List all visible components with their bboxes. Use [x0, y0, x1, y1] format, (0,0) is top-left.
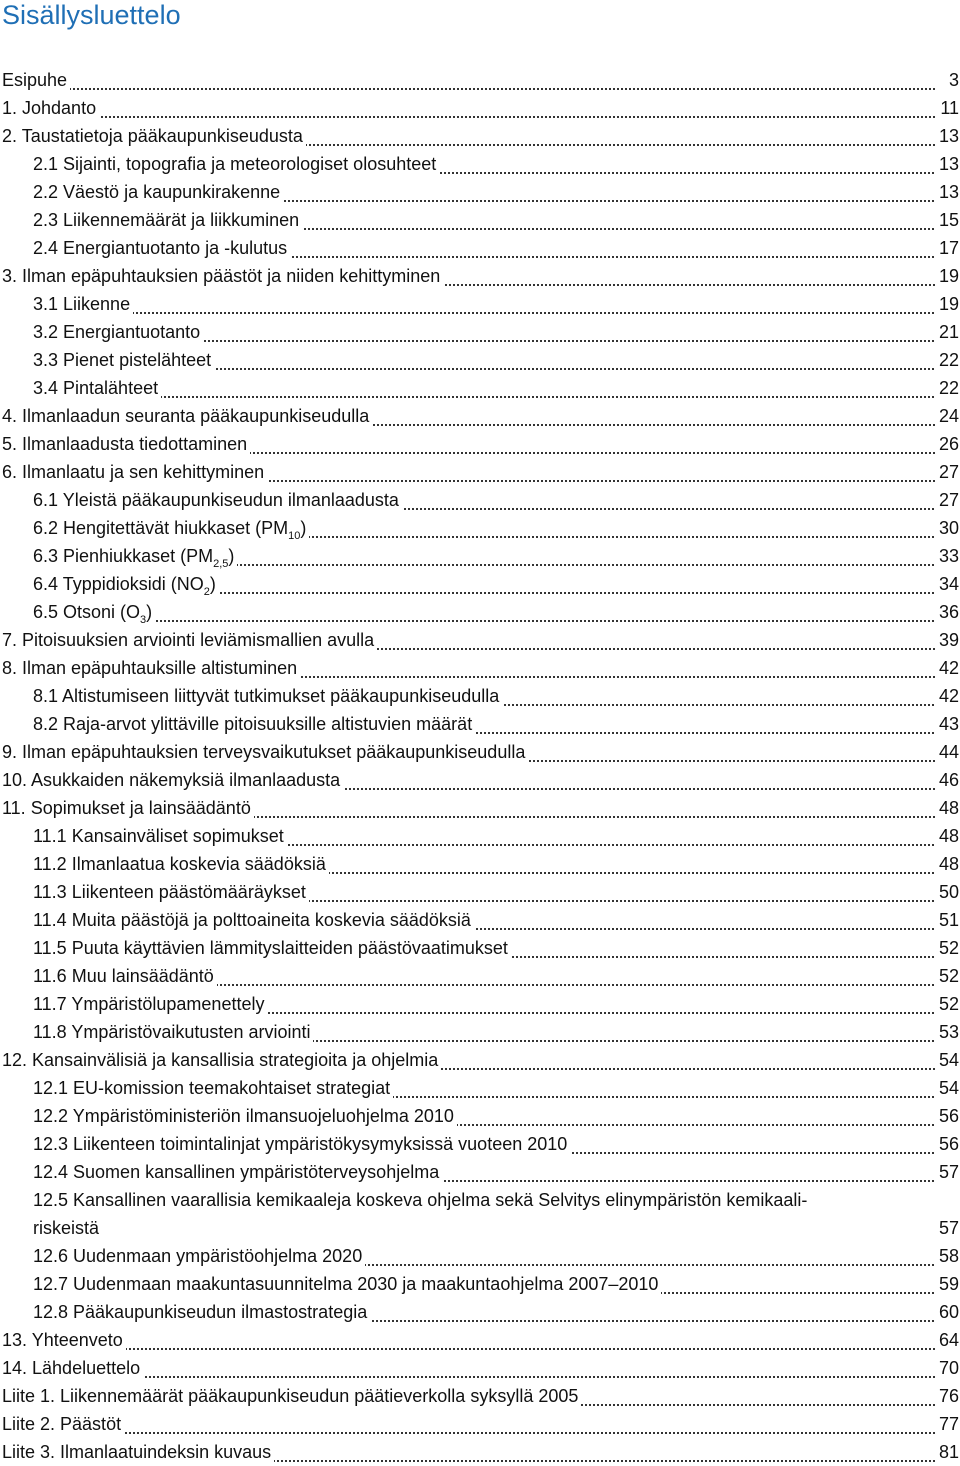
toc-entry-label: 11.8 Ympäristövaikutusten arviointi [33, 1018, 313, 1046]
toc-entry[interactable] [0, 710, 960, 738]
toc-entry-label: 6. Ilmanlaatu ja sen kehittyminen [2, 458, 267, 486]
toc-entry-page: 22 [935, 346, 959, 374]
toc-entry[interactable] [0, 1242, 960, 1270]
toc-entry-page: 52 [935, 962, 959, 990]
subscript: 2,5 [213, 558, 229, 570]
toc-entry[interactable] [0, 598, 960, 626]
toc-entry-page: 3 [935, 66, 959, 94]
toc-entry-label: 3.3 Pienet pistelähteet [33, 346, 214, 374]
toc-entry-label: 1. Johdanto [2, 94, 99, 122]
toc-entry-label: 12.8 Pääkaupunkiseudun ilmastostrategia [33, 1298, 370, 1326]
toc-entry[interactable] [0, 1158, 960, 1186]
toc-entry-page: 64 [935, 1326, 959, 1354]
toc-entry-page: 46 [935, 766, 959, 794]
page-title: Sisällysluettelo [2, 0, 181, 30]
toc-entry-label: 11.1 Kansainväliset sopimukset [33, 822, 287, 850]
toc-entry[interactable] [0, 1354, 960, 1382]
toc-entry[interactable] [0, 766, 960, 794]
toc-entry[interactable] [0, 1438, 960, 1466]
toc-entry-label: 12.4 Suomen kansallinen ympäristöterveysohjelma [33, 1158, 442, 1186]
toc-entry[interactable] [0, 1270, 960, 1298]
toc-entry[interactable] [0, 458, 960, 486]
toc-entry-label: 2.4 Energiantuotanto ja -kulutus [33, 234, 290, 262]
toc-entry-page: 13 [935, 122, 959, 150]
toc-entry-page: 26 [935, 430, 959, 458]
toc-entry-page: 50 [935, 878, 959, 906]
toc-entry[interactable] [0, 962, 960, 990]
toc-entry-page: 56 [935, 1102, 959, 1130]
toc-entry[interactable] [0, 1298, 960, 1326]
toc-entry[interactable] [0, 906, 960, 934]
toc-entry[interactable] [0, 1074, 960, 1102]
toc-entry-page: 27 [935, 486, 959, 514]
toc-entry-label: 2.2 Väestö ja kaupunkirakenne [33, 178, 283, 206]
toc-entry-page: 59 [935, 1270, 959, 1298]
toc-entry[interactable] [0, 430, 960, 458]
toc-entry-page: 76 [935, 1382, 959, 1410]
toc-entry[interactable] [0, 794, 960, 822]
toc-entry[interactable] [0, 626, 960, 654]
toc-entry[interactable] [0, 1130, 960, 1158]
toc-entry-page: 60 [935, 1298, 959, 1326]
toc-entry-page: 15 [935, 206, 959, 234]
toc-entry-page: 57 [935, 1158, 959, 1186]
toc-entry[interactable] [0, 1046, 960, 1074]
toc-entry-label: 13. Yhteenveto [2, 1326, 126, 1354]
subscript: 3 [140, 614, 147, 626]
toc-entry-page: 24 [935, 402, 959, 430]
toc-entry-label: 6.4 Typpidioksidi $(NO_2)$ [33, 570, 219, 601]
toc-entry-label: 11.3 Liikenteen päästömääräykset [33, 878, 309, 906]
toc-entry-label: 3.2 Energiantuotanto [33, 318, 203, 346]
toc-entry-page: 33 [935, 542, 959, 570]
toc-entry-page: 53 [935, 1018, 959, 1046]
toc-entry[interactable] [0, 1410, 960, 1438]
toc-entry-label: 5. Ilmanlaadusta tiedottaminen [2, 430, 250, 458]
toc-entry[interactable] [0, 990, 960, 1018]
toc-entry[interactable] [0, 1326, 960, 1354]
toc-entry-label: Liite 3. Ilmanlaatuindeksin kuvaus [2, 1438, 274, 1466]
toc-entry-label: 11.7 Ympäristölupamenettely [33, 990, 267, 1018]
toc-entry-page: 52 [935, 990, 959, 1018]
toc-entry-label: Liite 1. Liikennemäärät pääkaupunkiseudun päätieverkolla syksyllä 2005 [2, 1382, 581, 1410]
toc-entry-page: 27 [935, 458, 959, 486]
toc-entry-page: 17 [935, 234, 959, 262]
toc-entry-page: 54 [935, 1074, 959, 1102]
toc-entry-page: 21 [935, 318, 959, 346]
toc-entry-label: 8. Ilman epäpuhtauksille altistuminen [2, 654, 300, 682]
dot-leader [37, 290, 938, 314]
toc-entry[interactable] [0, 1018, 960, 1046]
toc-entry-page: 22 [935, 374, 959, 402]
toc-entry-label: 11.2 Ilmanlaatua koskevia säädöksiä [33, 850, 329, 878]
dot-leader [37, 374, 938, 398]
toc-entry-label: 4. Ilmanlaadun seuranta pääkaupunkiseudulla [2, 402, 372, 430]
toc-entry[interactable] [0, 1382, 960, 1410]
toc-entry[interactable] [0, 1186, 960, 1242]
toc-entry-label: 2. Taustatietoja pääkaupunkiseudusta [2, 122, 306, 150]
toc-entry-page: 42 [935, 682, 959, 710]
toc-entry-label: 12.6 Uudenmaan ympäristöohjelma 2020 [33, 1242, 365, 1270]
toc-entry-label: 12.3 Liikenteen toimintalinjat ympäristökysymyksissä vuoteen 2010 [33, 1130, 570, 1158]
toc-entry-label: Liite 2. Päästöt [2, 1410, 124, 1438]
dot-leader [6, 66, 938, 90]
toc-entry[interactable] [0, 850, 960, 878]
toc-entry-page: 48 [935, 822, 959, 850]
toc-entry-page: 54 [935, 1046, 959, 1074]
toc-entry-label: 12.5 Kansallinen vaarallisia kemikaaleja koskeva ohjelma sekä Selvitys elinympäristön kemikaali- [33, 1186, 943, 1214]
toc-entry-page: 34 [935, 570, 959, 598]
toc-entry-page: 58 [935, 1242, 959, 1270]
toc-entry[interactable] [0, 346, 960, 374]
toc-entry-page: 36 [935, 598, 959, 626]
toc-entry-page: 57 [935, 1214, 959, 1242]
toc-entry-label: 6.5 Otsoni $(O_3)$ [33, 598, 155, 629]
dot-leader [6, 1326, 938, 1350]
toc-entry[interactable] [0, 486, 960, 514]
toc-entry-page: 81 [935, 1438, 959, 1466]
toc-entry-label: 11.5 Puuta käyttävien lämmityslaitteiden päästövaatimukset [33, 934, 511, 962]
toc-entry[interactable] [0, 374, 960, 402]
toc-entry[interactable] [0, 682, 960, 710]
toc-entry-label: 14. Lähdeluettelo [2, 1354, 143, 1382]
toc-entry-page: 11 [935, 94, 959, 122]
toc-entry[interactable] [0, 122, 960, 150]
toc-entry-label-continued: riskeistä [33, 1214, 946, 1242]
toc-entry-label: 8.1 Altistumiseen liittyvät tutkimukset pääkaupunkiseudulla [33, 682, 502, 710]
toc-entry-page: 48 [935, 850, 959, 878]
subscript: 10 [288, 530, 301, 542]
toc-entry-label: 11. Sopimukset ja lainsäädäntö [2, 794, 254, 822]
toc-entry[interactable] [0, 542, 960, 570]
toc-entry-page: 13 [935, 150, 959, 178]
toc-entry[interactable] [0, 654, 960, 682]
toc-entry[interactable] [0, 262, 960, 290]
toc-entry-page: 56 [935, 1130, 959, 1158]
toc-entry[interactable] [0, 738, 960, 766]
toc-entry-label: 12.1 EU-komission teemakohtaiset strategiat [33, 1074, 393, 1102]
toc-entry-label: 3.1 Liikenne [33, 290, 133, 318]
dot-leader [37, 598, 938, 622]
toc-entry-page: 48 [935, 794, 959, 822]
toc-entry-label: 12. Kansainvälisiä ja kansallisia strategioita ja ohjelmia [2, 1046, 441, 1074]
toc-entry[interactable] [0, 66, 960, 94]
toc-entry[interactable] [0, 150, 960, 178]
toc-entry-page: 19 [935, 262, 959, 290]
toc-entry[interactable] [0, 514, 960, 542]
toc-entry[interactable] [0, 570, 960, 598]
toc-entry-page: 70 [935, 1354, 959, 1382]
toc-entry[interactable] [0, 402, 960, 430]
toc-entry-label: 6.2 Hengitettävät hiukkaset $(PM_{10})$ [33, 514, 309, 545]
toc-entry-page: 52 [935, 934, 959, 962]
toc-entry[interactable] [0, 234, 960, 262]
toc-entry-page: 39 [935, 626, 959, 654]
toc-entry[interactable] [0, 94, 960, 122]
toc-entry-label: 3. Ilman epäpuhtauksien päästöt ja niiden kehittyminen [2, 262, 443, 290]
toc-entry-label: 2.3 Liikennemäärät ja liikkuminen [33, 206, 302, 234]
toc-entry-label: 6.3 Pienhiukkaset $(PM_{2,5})$ [33, 542, 237, 573]
toc-entry-label: 11.4 Muita päästöjä ja polttoaineita koskevia säädöksiä [33, 906, 474, 934]
toc-entry-label: Esipuhe [2, 66, 70, 94]
toc-entry[interactable] [0, 290, 960, 318]
toc-entry[interactable] [0, 206, 960, 234]
toc-entry-label: 3.4 Pintalähteet [33, 374, 161, 402]
toc-entry-page: 43 [935, 710, 959, 738]
toc-entry-label: 9. Ilman epäpuhtauksien terveysvaikutukset pääkaupunkiseudulla [2, 738, 528, 766]
subscript: 2 [203, 586, 210, 598]
toc-entry[interactable] [0, 1102, 960, 1130]
dot-leader [6, 94, 938, 118]
toc-entry-page: 13 [935, 178, 959, 206]
toc-entry-label: 12.2 Ympäristöministeriön ilmansuojeluohjelma 2010 [33, 1102, 457, 1130]
toc-entry[interactable] [0, 318, 960, 346]
toc-entry-page: 77 [935, 1410, 959, 1438]
toc-entry-page: 30 [935, 514, 959, 542]
toc-entry[interactable] [0, 178, 960, 206]
toc-entry-label: 8.2 Raja-arvot ylittäville pitoisuuksille altistuvien määrät [33, 710, 475, 738]
toc-entry-page: 19 [935, 290, 959, 318]
dot-leader [6, 1354, 938, 1378]
toc-entry-page: 51 [935, 906, 959, 934]
toc-entry[interactable] [0, 934, 960, 962]
toc-entry-label: 6.1 Yleistä pääkaupunkiseudun ilmanlaadusta [33, 486, 402, 514]
toc-entry-label: 7. Pitoisuuksien arviointi leviämismallien avulla [2, 626, 377, 654]
toc-entry[interactable] [0, 822, 960, 850]
toc-entry-label: 11.6 Muu lainsäädäntö [33, 962, 217, 990]
toc-entry-label: 12.7 Uudenmaan maakuntasuunnitelma 2030 ja maakuntaohjelma 2007–2010 [33, 1270, 661, 1298]
toc-entry-label: 2.1 Sijainti, topografia ja meteorologiset olosuhteet [33, 150, 439, 178]
dot-leader [6, 1410, 938, 1434]
toc-entry-page: 44 [935, 738, 959, 766]
toc-entry[interactable] [0, 878, 960, 906]
toc-entry-page: 42 [935, 654, 959, 682]
toc-entry-label: 10. Asukkaiden näkemyksiä ilmanlaadusta [2, 766, 343, 794]
